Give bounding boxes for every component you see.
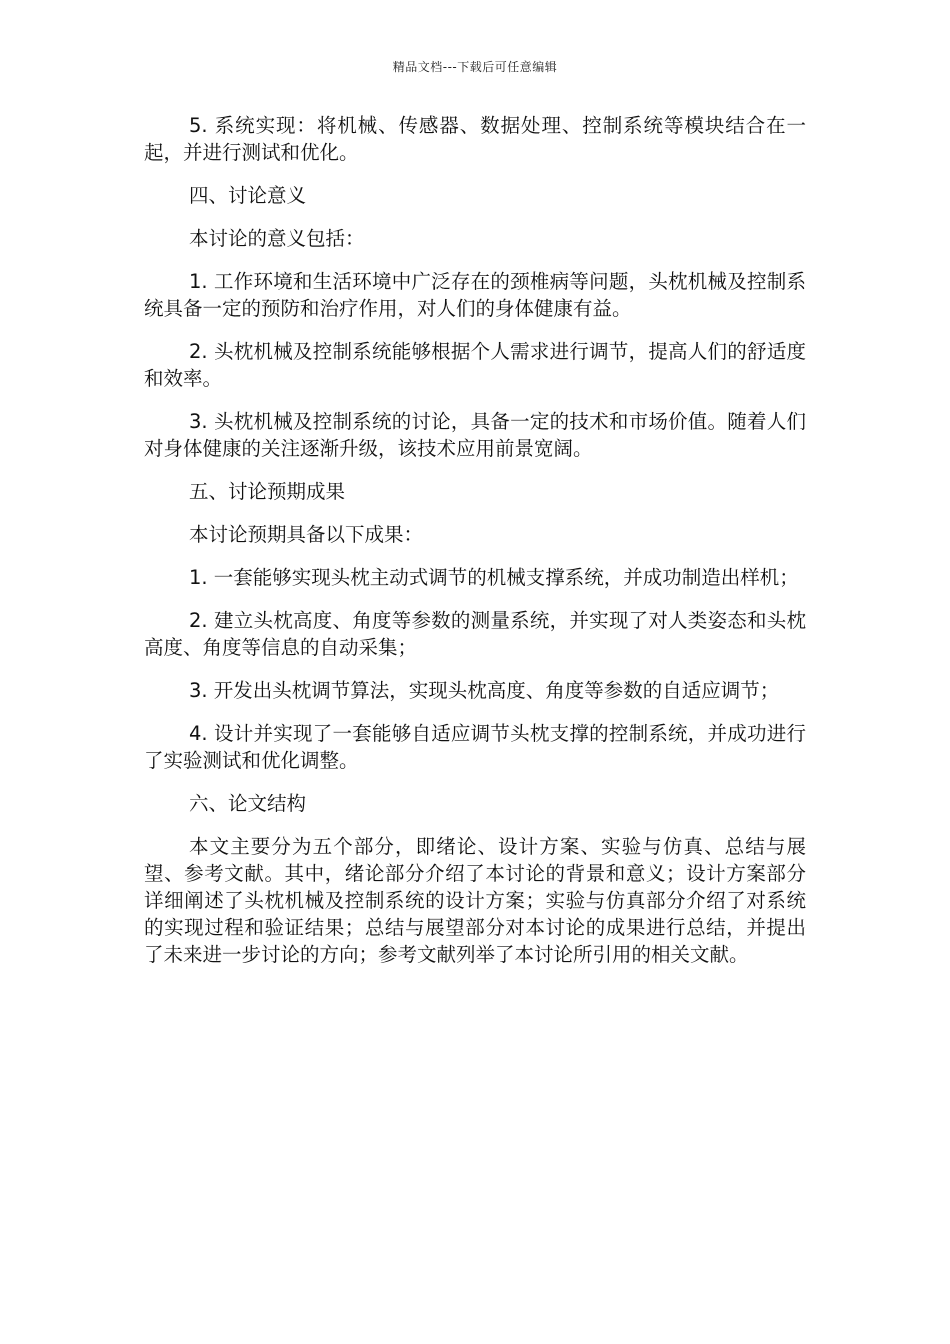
- paragraph-result-1: 1. 一套能够实现头枕主动式调节的机械支撑系统，并成功制造出样机；: [189, 566, 799, 589]
- section-heading-significance: 四、讨论意义: [189, 184, 307, 207]
- paragraph-paper-structure: 本文主要分为五个部分，即绪论、设计方案、实验与仿真、总结与展望、参考文献。其中，绪论部分介绍了本讨论的背景和意义；设计方案部分详细阐述了头枕机械及控制系统的设计方案；实验与仿真部分介绍了对系统的实现过程和验证结果；总结与展望部分对本讨论的成果进行总结，并提出了未来进一步讨论的方向；参考文献列举了本讨论所引用的相关文献。: [144, 835, 806, 966]
- paragraph-result-4: 4. 设计并实现了一套能够自适应调节头枕支撑的控制系统，并成功进行了实验测试和优化调整。: [144, 722, 806, 772]
- paragraph-system-implementation: 5. 系统实现：将机械、传感器、数据处理、控制系统等模块结合在一起，并进行测试和优化。: [144, 114, 806, 164]
- section-heading-expected-results: 五、讨论预期成果: [189, 480, 346, 503]
- paragraph-results-intro: 本讨论预期具备以下成果：: [189, 523, 424, 546]
- paragraph-significance-3: 3. 头枕机械及控制系统的讨论，具备一定的技术和市场价值。随着人们对身体健康的关注逐渐升级，该技术应用前景宽阔。: [144, 410, 806, 460]
- paragraph-result-2: 2. 建立头枕高度、角度等参数的测量系统，并实现了对人类姿态和头枕高度、角度等信息的自动采集；: [144, 609, 806, 659]
- section-heading-paper-structure: 六、论文结构: [189, 792, 307, 815]
- paragraph-significance-2: 2. 头枕机械及控制系统能够根据个人需求进行调节，提高人们的舒适度和效率。: [144, 340, 806, 390]
- paragraph-result-3: 3. 开发出头枕调节算法，实现头枕高度、角度等参数的自适应调节；: [189, 679, 780, 702]
- page-header: 精品文档---下载后可任意编辑: [392, 60, 558, 74]
- document-body: [144, 112, 806, 984]
- paragraph-significance-intro: 本讨论的意义包括：: [189, 227, 365, 250]
- paragraph-significance-1: 1. 工作环境和生活环境中广泛存在的颈椎病等问题，头枕机械及控制系统具备一定的预防和治疗作用，对人们的身体健康有益。: [144, 270, 806, 320]
